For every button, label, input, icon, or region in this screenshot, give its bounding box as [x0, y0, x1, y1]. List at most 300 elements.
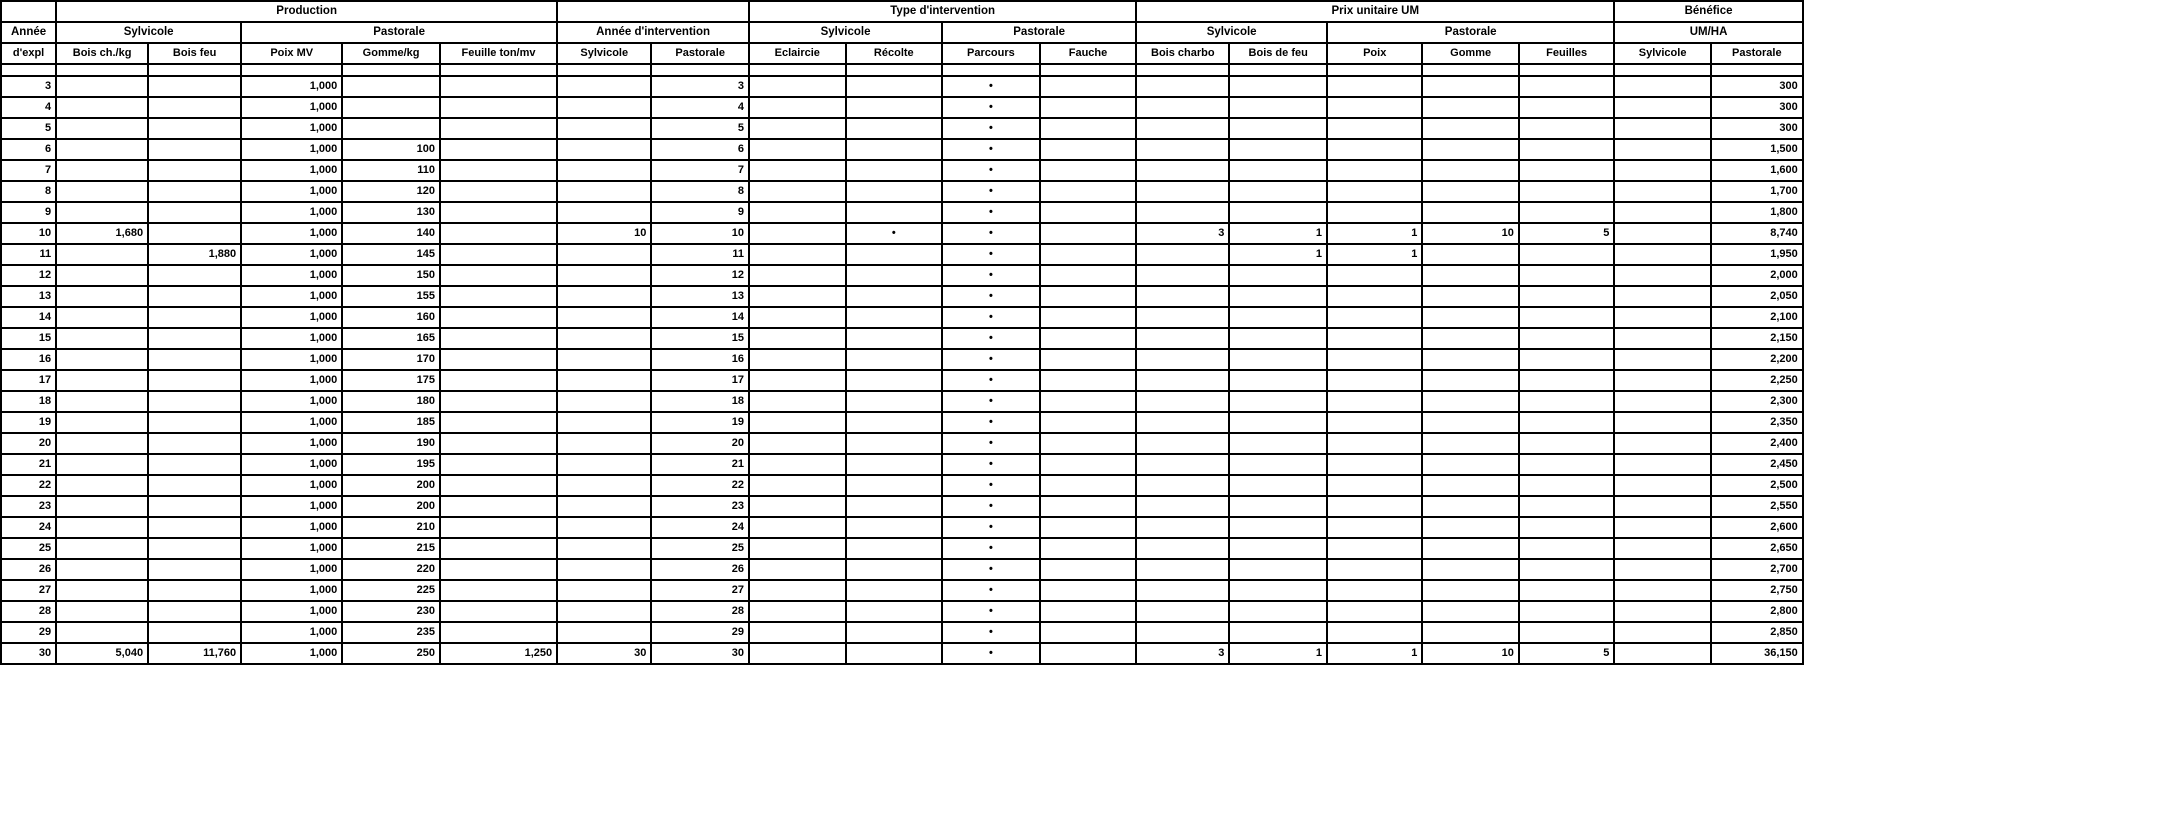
- bois-ch-cell: [56, 622, 148, 643]
- eclaircie-cell: [749, 538, 846, 559]
- recolte-cell: [846, 97, 943, 118]
- ai-pastorale-cell: 12: [651, 265, 749, 286]
- table-row: [1, 601, 2181, 622]
- annee-cell: 23: [1, 496, 56, 517]
- feuille-cell: [440, 517, 557, 538]
- gomme-kg-cell: 120: [342, 181, 440, 202]
- annee-cell: 24: [1, 517, 56, 538]
- bois-feu-cell: [148, 181, 241, 202]
- fauche-cell: [1040, 286, 1137, 307]
- poix-mv-cell: 1,000: [241, 559, 342, 580]
- prix-bois-feu-cell: [1229, 118, 1327, 139]
- eclaircie-cell: [749, 328, 846, 349]
- feuille-cell: [440, 454, 557, 475]
- ai-pastorale-cell: 24: [651, 517, 749, 538]
- annee-cell: 29: [1, 622, 56, 643]
- ai-sylvicole-cell: [557, 160, 651, 181]
- prix-feuilles-cell: [1519, 475, 1614, 496]
- fauche-cell: [1040, 328, 1137, 349]
- eclaircie-cell: [749, 307, 846, 328]
- bois-feu-cell: [148, 538, 241, 559]
- header-ben-pastorale: Pastorale: [1711, 43, 1803, 64]
- table-header: [1, 1, 2181, 64]
- poix-mv-cell: 1,000: [241, 391, 342, 412]
- benefice-pastorale-cell: 2,050: [1711, 286, 1803, 307]
- gomme-kg-cell: 130: [342, 202, 440, 223]
- fauche-cell: [1040, 517, 1137, 538]
- annee-cell: 22: [1, 475, 56, 496]
- fauche-cell: [1040, 454, 1137, 475]
- prix-gomme-cell: [1422, 286, 1519, 307]
- prix-bois-feu-cell: [1229, 160, 1327, 181]
- gomme-kg-cell: 195: [342, 454, 440, 475]
- prix-bois-feu-cell: [1229, 517, 1327, 538]
- poix-mv-cell: 1,000: [241, 454, 342, 475]
- table-row: [1, 118, 2181, 139]
- header-annee-sub: d'expl: [1, 43, 56, 64]
- ai-pastorale-cell: 17: [651, 370, 749, 391]
- fauche-cell: [1040, 475, 1137, 496]
- parcours-cell: •: [942, 580, 1040, 601]
- parcours-cell: •: [942, 223, 1040, 244]
- bois-ch-cell: [56, 97, 148, 118]
- benefice-pastorale-cell: 8,740: [1711, 223, 1803, 244]
- poix-mv-cell: 1,000: [241, 433, 342, 454]
- gomme-kg-cell: 175: [342, 370, 440, 391]
- prix-feuilles-cell: [1519, 244, 1614, 265]
- eclaircie-cell: [749, 412, 846, 433]
- gomme-kg-cell: [342, 97, 440, 118]
- parcours-cell: •: [942, 517, 1040, 538]
- bois-ch-cell: [56, 496, 148, 517]
- prix-bois-charbo-cell: [1136, 244, 1229, 265]
- prix-feuilles-cell: [1519, 349, 1614, 370]
- recolte-cell: [846, 286, 943, 307]
- bois-ch-cell: [56, 475, 148, 496]
- prix-bois-feu-cell: [1229, 370, 1327, 391]
- parcours-cell: •: [942, 475, 1040, 496]
- prix-poix-cell: [1327, 160, 1422, 181]
- benefice-sylvicole-cell: [1614, 307, 1711, 328]
- feuille-cell: [440, 559, 557, 580]
- prix-poix-cell: [1327, 412, 1422, 433]
- benefice-pastorale-cell: 2,550: [1711, 496, 1803, 517]
- annee-cell: 8: [1, 181, 56, 202]
- table-row: [1, 202, 2181, 223]
- ai-pastorale-cell: 23: [651, 496, 749, 517]
- parcours-cell: •: [942, 76, 1040, 97]
- prix-feuilles-cell: [1519, 412, 1614, 433]
- gomme-kg-cell: 145: [342, 244, 440, 265]
- recolte-cell: [846, 475, 943, 496]
- poix-mv-cell: 1,000: [241, 349, 342, 370]
- poix-mv-cell: 1,000: [241, 538, 342, 559]
- table-row: [1, 328, 2181, 349]
- table-row: [1, 370, 2181, 391]
- gomme-kg-cell: 110: [342, 160, 440, 181]
- poix-mv-cell: 1,000: [241, 496, 342, 517]
- recolte-cell: [846, 328, 943, 349]
- ai-sylvicole-cell: [557, 580, 651, 601]
- bois-ch-cell: [56, 76, 148, 97]
- table-row: [1, 475, 2181, 496]
- prix-feuilles-cell: [1519, 160, 1614, 181]
- fauche-cell: [1040, 580, 1137, 601]
- prix-poix-cell: [1327, 601, 1422, 622]
- benefice-sylvicole-cell: [1614, 181, 1711, 202]
- prix-feuilles-cell: [1519, 76, 1614, 97]
- prix-gomme-cell: [1422, 349, 1519, 370]
- annee-cell: 9: [1, 202, 56, 223]
- ai-sylvicole-cell: [557, 538, 651, 559]
- ai-pastorale-cell: 21: [651, 454, 749, 475]
- gomme-kg-cell: [342, 118, 440, 139]
- bois-ch-cell: [56, 349, 148, 370]
- feuille-cell: [440, 538, 557, 559]
- fauche-cell: [1040, 496, 1137, 517]
- prix-bois-charbo-cell: [1136, 139, 1229, 160]
- recolte-cell: [846, 202, 943, 223]
- ai-pastorale-cell: 14: [651, 307, 749, 328]
- eclaircie-cell: [749, 160, 846, 181]
- prix-poix-cell: [1327, 328, 1422, 349]
- bois-ch-cell: [56, 454, 148, 475]
- poix-mv-cell: 1,000: [241, 160, 342, 181]
- parcours-cell: •: [942, 286, 1040, 307]
- prix-gomme-cell: [1422, 559, 1519, 580]
- bois-ch-cell: [56, 328, 148, 349]
- fauche-cell: [1040, 433, 1137, 454]
- bois-ch-cell: [56, 412, 148, 433]
- prix-feuilles-cell: [1519, 433, 1614, 454]
- parcours-cell: •: [942, 643, 1040, 664]
- ai-sylvicole-cell: [557, 244, 651, 265]
- prix-bois-charbo-cell: 3: [1136, 643, 1229, 664]
- recolte-cell: [846, 244, 943, 265]
- header-bois-feu: Bois feu: [148, 43, 241, 64]
- parcours-cell: •: [942, 496, 1040, 517]
- ai-pastorale-cell: 26: [651, 559, 749, 580]
- eclaircie-cell: [749, 223, 846, 244]
- feuille-cell: [440, 412, 557, 433]
- prix-gomme-cell: [1422, 538, 1519, 559]
- benefice-pastorale-cell: 2,700: [1711, 559, 1803, 580]
- benefice-sylvicole-cell: [1614, 349, 1711, 370]
- prix-feuilles-cell: [1519, 391, 1614, 412]
- feuille-cell: [440, 181, 557, 202]
- ai-pastorale-cell: 11: [651, 244, 749, 265]
- bois-feu-cell: [148, 496, 241, 517]
- annee-cell: 10: [1, 223, 56, 244]
- benefice-sylvicole-cell: [1614, 202, 1711, 223]
- poix-mv-cell: 1,000: [241, 202, 342, 223]
- feuille-cell: [440, 286, 557, 307]
- benefice-pastorale-cell: 1,700: [1711, 181, 1803, 202]
- bois-feu-cell: [148, 454, 241, 475]
- prix-bois-charbo-cell: [1136, 286, 1229, 307]
- ai-sylvicole-cell: [557, 517, 651, 538]
- gomme-kg-cell: 155: [342, 286, 440, 307]
- fauche-cell: [1040, 307, 1137, 328]
- header-prix-unitaire: Prix unitaire UM: [1136, 1, 1614, 22]
- fauche-cell: [1040, 412, 1137, 433]
- prix-bois-charbo-cell: [1136, 496, 1229, 517]
- prix-bois-feu-cell: 1: [1229, 223, 1327, 244]
- ai-sylvicole-cell: [557, 412, 651, 433]
- ai-sylvicole-cell: [557, 307, 651, 328]
- eclaircie-cell: [749, 622, 846, 643]
- ai-pastorale-cell: 25: [651, 538, 749, 559]
- gomme-kg-cell: 160: [342, 307, 440, 328]
- feuille-cell: [440, 601, 557, 622]
- annee-cell: 18: [1, 391, 56, 412]
- feuille-cell: [440, 580, 557, 601]
- prix-bois-feu-cell: [1229, 328, 1327, 349]
- fauche-cell: [1040, 601, 1137, 622]
- prix-poix-cell: [1327, 97, 1422, 118]
- prix-bois-feu-cell: 1: [1229, 643, 1327, 664]
- benefice-pastorale-cell: 300: [1711, 76, 1803, 97]
- benefice-pastorale-cell: 2,750: [1711, 580, 1803, 601]
- fauche-cell: [1040, 370, 1137, 391]
- ai-pastorale-cell: 6: [651, 139, 749, 160]
- prix-feuilles-cell: [1519, 118, 1614, 139]
- feuille-cell: [440, 97, 557, 118]
- ai-sylvicole-cell: [557, 433, 651, 454]
- prix-feuilles-cell: [1519, 97, 1614, 118]
- table-row: [1, 391, 2181, 412]
- prix-gomme-cell: [1422, 97, 1519, 118]
- ai-pastorale-cell: 18: [651, 391, 749, 412]
- prix-poix-cell: [1327, 496, 1422, 517]
- parcours-cell: •: [942, 538, 1040, 559]
- benefice-pastorale-cell: 2,350: [1711, 412, 1803, 433]
- prix-bois-charbo-cell: [1136, 76, 1229, 97]
- benefice-pastorale-cell: 2,200: [1711, 349, 1803, 370]
- poix-mv-cell: 1,000: [241, 265, 342, 286]
- annee-cell: 20: [1, 433, 56, 454]
- bois-feu-cell: [148, 328, 241, 349]
- header-ben-sylvicole: Sylvicole: [1614, 43, 1711, 64]
- bois-ch-cell: [56, 244, 148, 265]
- header-gomme-kg: Gomme/kg: [342, 43, 440, 64]
- gomme-kg-cell: 250: [342, 643, 440, 664]
- prix-bois-charbo-cell: [1136, 328, 1229, 349]
- bois-ch-cell: [56, 265, 148, 286]
- header-feuilles: Feuilles: [1519, 43, 1614, 64]
- poix-mv-cell: 1,000: [241, 286, 342, 307]
- header-ti-sylvicole: Sylvicole: [749, 22, 942, 43]
- prix-bois-feu-cell: [1229, 139, 1327, 160]
- eclaircie-cell: [749, 76, 846, 97]
- benefice-sylvicole-cell: [1614, 622, 1711, 643]
- gomme-kg-cell: 150: [342, 265, 440, 286]
- prix-bois-charbo-cell: [1136, 349, 1229, 370]
- table-row: [1, 307, 2181, 328]
- bois-ch-cell: [56, 433, 148, 454]
- fauche-cell: [1040, 76, 1137, 97]
- feuille-cell: [440, 265, 557, 286]
- prix-feuilles-cell: [1519, 496, 1614, 517]
- prix-gomme-cell: [1422, 265, 1519, 286]
- fauche-cell: [1040, 181, 1137, 202]
- parcours-cell: •: [942, 265, 1040, 286]
- prix-bois-feu-cell: [1229, 412, 1327, 433]
- fauche-cell: [1040, 139, 1137, 160]
- ai-pastorale-cell: 28: [651, 601, 749, 622]
- header-prod-pastorale: Pastorale: [241, 22, 557, 43]
- eclaircie-cell: [749, 286, 846, 307]
- ai-pastorale-cell: 8: [651, 181, 749, 202]
- eclaircie-cell: [749, 496, 846, 517]
- benefice-pastorale-cell: 2,600: [1711, 517, 1803, 538]
- ai-pastorale-cell: 16: [651, 349, 749, 370]
- bois-feu-cell: [148, 160, 241, 181]
- prix-feuilles-cell: [1519, 580, 1614, 601]
- prix-poix-cell: [1327, 538, 1422, 559]
- bois-feu-cell: [148, 223, 241, 244]
- bois-feu-cell: [148, 475, 241, 496]
- parcours-cell: •: [942, 349, 1040, 370]
- header-recolte: Récolte: [846, 43, 943, 64]
- bois-ch-cell: [56, 181, 148, 202]
- annee-cell: 28: [1, 601, 56, 622]
- prix-gomme-cell: [1422, 433, 1519, 454]
- prix-feuilles-cell: [1519, 139, 1614, 160]
- recolte-cell: [846, 265, 943, 286]
- fauche-cell: [1040, 97, 1137, 118]
- prix-gomme-cell: [1422, 475, 1519, 496]
- parcours-cell: •: [942, 160, 1040, 181]
- parcours-cell: •: [942, 307, 1040, 328]
- prix-gomme-cell: [1422, 391, 1519, 412]
- spacer-row: [1, 64, 2181, 76]
- ai-sylvicole-cell: [557, 601, 651, 622]
- annee-cell: 19: [1, 412, 56, 433]
- bois-feu-cell: [148, 370, 241, 391]
- prix-feuilles-cell: [1519, 517, 1614, 538]
- prix-poix-cell: [1327, 391, 1422, 412]
- header-pu-sylvicole: Sylvicole: [1136, 22, 1327, 43]
- header-type-intervention: Type d'intervention: [749, 1, 1136, 22]
- prix-bois-charbo-cell: [1136, 160, 1229, 181]
- poix-mv-cell: 1,000: [241, 370, 342, 391]
- prix-poix-cell: [1327, 181, 1422, 202]
- prix-gomme-cell: [1422, 622, 1519, 643]
- header-benefice-unit: UM/HA: [1614, 22, 1802, 43]
- eclaircie-cell: [749, 601, 846, 622]
- eclaircie-cell: [749, 202, 846, 223]
- recolte-cell: [846, 433, 943, 454]
- prix-feuilles-cell: [1519, 202, 1614, 223]
- recolte-cell: [846, 370, 943, 391]
- prix-poix-cell: [1327, 433, 1422, 454]
- table-row: [1, 622, 2181, 643]
- prix-bois-charbo-cell: [1136, 622, 1229, 643]
- ai-sylvicole-cell: [557, 286, 651, 307]
- eclaircie-cell: [749, 475, 846, 496]
- prix-poix-cell: 1: [1327, 643, 1422, 664]
- recolte-cell: [846, 349, 943, 370]
- benefice-pastorale-cell: 2,100: [1711, 307, 1803, 328]
- prix-bois-feu-cell: [1229, 76, 1327, 97]
- annee-cell: 21: [1, 454, 56, 475]
- prix-poix-cell: [1327, 76, 1422, 97]
- gomme-kg-cell: 220: [342, 559, 440, 580]
- bois-ch-cell: 1,680: [56, 223, 148, 244]
- parcours-cell: •: [942, 391, 1040, 412]
- prix-bois-charbo-cell: 3: [1136, 223, 1229, 244]
- prix-poix-cell: [1327, 202, 1422, 223]
- prix-bois-feu-cell: [1229, 391, 1327, 412]
- header-prod-sylvicole: Sylvicole: [56, 22, 241, 43]
- prix-gomme-cell: [1422, 496, 1519, 517]
- table-row: [1, 433, 2181, 454]
- annee-cell: 3: [1, 76, 56, 97]
- prix-bois-charbo-cell: [1136, 118, 1229, 139]
- prix-gomme-cell: 10: [1422, 223, 1519, 244]
- ai-pastorale-cell: 19: [651, 412, 749, 433]
- table-row: [1, 559, 2181, 580]
- bois-ch-cell: [56, 538, 148, 559]
- header-cell: [557, 1, 749, 22]
- annee-cell: 7: [1, 160, 56, 181]
- header-annee-intervention: Année d'intervention: [557, 22, 749, 43]
- poix-mv-cell: 1,000: [241, 580, 342, 601]
- fauche-cell: [1040, 538, 1137, 559]
- prix-feuilles-cell: [1519, 601, 1614, 622]
- ai-pastorale-cell: 29: [651, 622, 749, 643]
- bois-feu-cell: 1,880: [148, 244, 241, 265]
- poix-mv-cell: 1,000: [241, 412, 342, 433]
- parcours-cell: •: [942, 559, 1040, 580]
- annee-cell: 4: [1, 97, 56, 118]
- ai-sylvicole-cell: 30: [557, 643, 651, 664]
- recolte-cell: [846, 391, 943, 412]
- bois-ch-cell: [56, 559, 148, 580]
- prix-feuilles-cell: [1519, 307, 1614, 328]
- ai-pastorale-cell: 13: [651, 286, 749, 307]
- eclaircie-cell: [749, 433, 846, 454]
- parcours-cell: •: [942, 433, 1040, 454]
- header-ai-sylvicole: Sylvicole: [557, 43, 651, 64]
- prix-poix-cell: [1327, 475, 1422, 496]
- benefice-pastorale-cell: 1,950: [1711, 244, 1803, 265]
- prix-poix-cell: [1327, 118, 1422, 139]
- ai-sylvicole-cell: [557, 349, 651, 370]
- header-gomme: Gomme: [1422, 43, 1519, 64]
- bois-ch-cell: [56, 202, 148, 223]
- table-row: [1, 160, 2181, 181]
- recolte-cell: [846, 139, 943, 160]
- feuille-cell: [440, 328, 557, 349]
- benefice-sylvicole-cell: [1614, 328, 1711, 349]
- gomme-kg-cell: 225: [342, 580, 440, 601]
- prix-poix-cell: 1: [1327, 244, 1422, 265]
- prix-poix-cell: [1327, 559, 1422, 580]
- table-row: [1, 454, 2181, 475]
- bois-feu-cell: [148, 118, 241, 139]
- benefice-sylvicole-cell: [1614, 118, 1711, 139]
- prix-bois-feu-cell: [1229, 601, 1327, 622]
- benefice-sylvicole-cell: [1614, 391, 1711, 412]
- parcours-cell: •: [942, 370, 1040, 391]
- benefice-pastorale-cell: 1,600: [1711, 160, 1803, 181]
- header-eclaircie: Eclaircie: [749, 43, 846, 64]
- gomme-kg-cell: 165: [342, 328, 440, 349]
- prix-bois-feu-cell: [1229, 265, 1327, 286]
- parcours-cell: •: [942, 412, 1040, 433]
